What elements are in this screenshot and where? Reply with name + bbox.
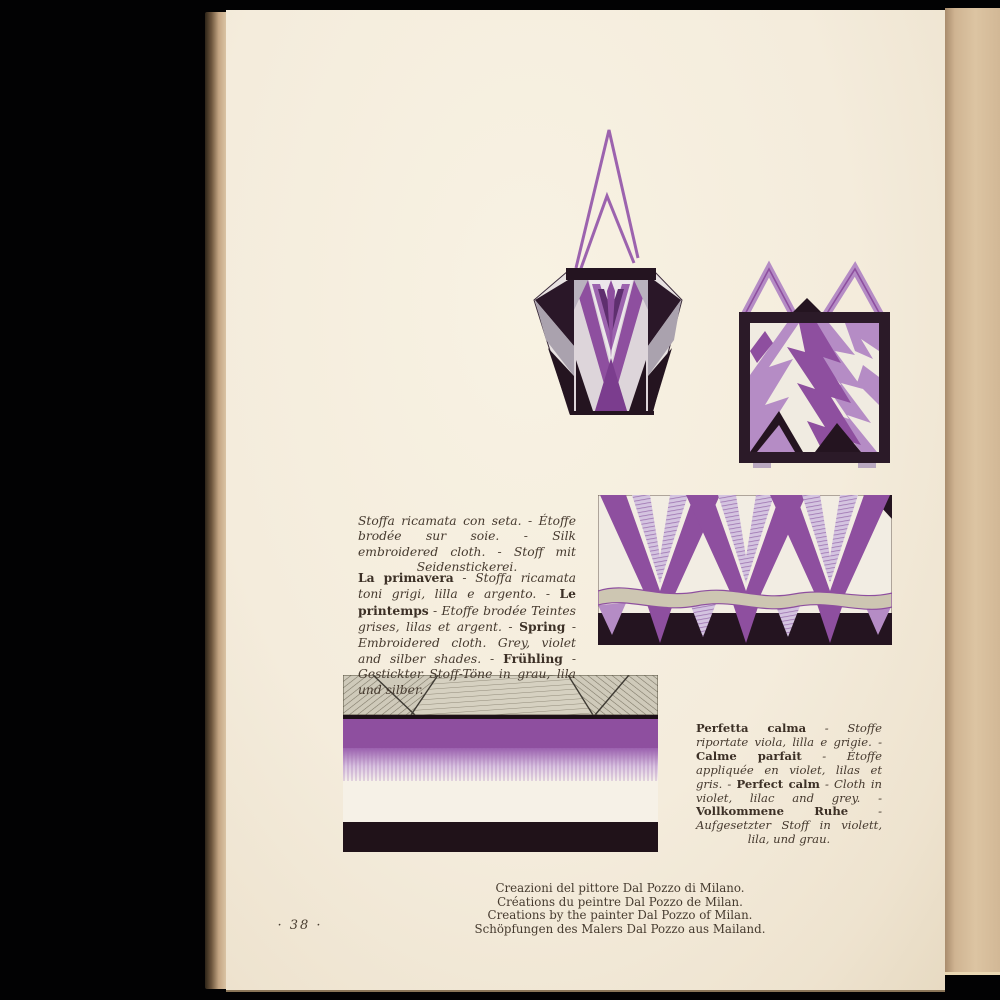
stripe-bands (343, 715, 658, 852)
caption-perfetta-calma: Perfetta calma - Stoffe riportate viola, lilla e grigie. - Calme parfait - Étoffe appliquée en violet, lilas et gris. - Perfect calm - Cloth in violet, lilac and grey. - Vollkommene Ruhe - Aufgesetzter Stoff in violett, lila, und grau. (696, 721, 882, 847)
page-number: · 38 · (277, 918, 323, 933)
credit-line-french: Créations du peintre Dal Pozzo de Milan. (497, 894, 743, 909)
credit-line-german: Schöpfungen des Malers Dal Pozzo aus Mailand. (474, 921, 766, 936)
adjacent-page-edge (945, 8, 1000, 975)
bag-body (534, 268, 682, 415)
credit-line-english: Creations by the painter Dal Pozzo of Milan. (487, 908, 753, 923)
credit-line-italian: Creazioni del pittore Dal Pozzo di Milano. (495, 881, 745, 895)
figure-primavera-fabric (598, 495, 892, 645)
bag-handle (576, 130, 638, 271)
figure-perfect-calm-fabric (343, 675, 658, 852)
artist-credit (440, 882, 800, 936)
figure-embroidered-silk-bag (488, 108, 688, 428)
figure-zigzag-bag (695, 255, 895, 470)
caption-primavera: La primavera - Stoffa ricamata toni grigi, lilla e argento. - Le printemps - Etoffe brodée Teintes grises, lilas et argent. - Spring - Embroidered cloth. Grey, violet and silber shades. - Frühling - Gestickter Stoff-Töne in grau, lila und silber. (358, 570, 576, 697)
book-page (226, 10, 945, 992)
caption-silk-cloth: Stoffa ricamata con seta. - Étoffe brodée sur soie. - Silk embroidered cloth. - Stoff mit Seidenstickerei. (358, 514, 576, 575)
lightning-pattern (750, 323, 879, 452)
page-left-edge (205, 12, 227, 989)
